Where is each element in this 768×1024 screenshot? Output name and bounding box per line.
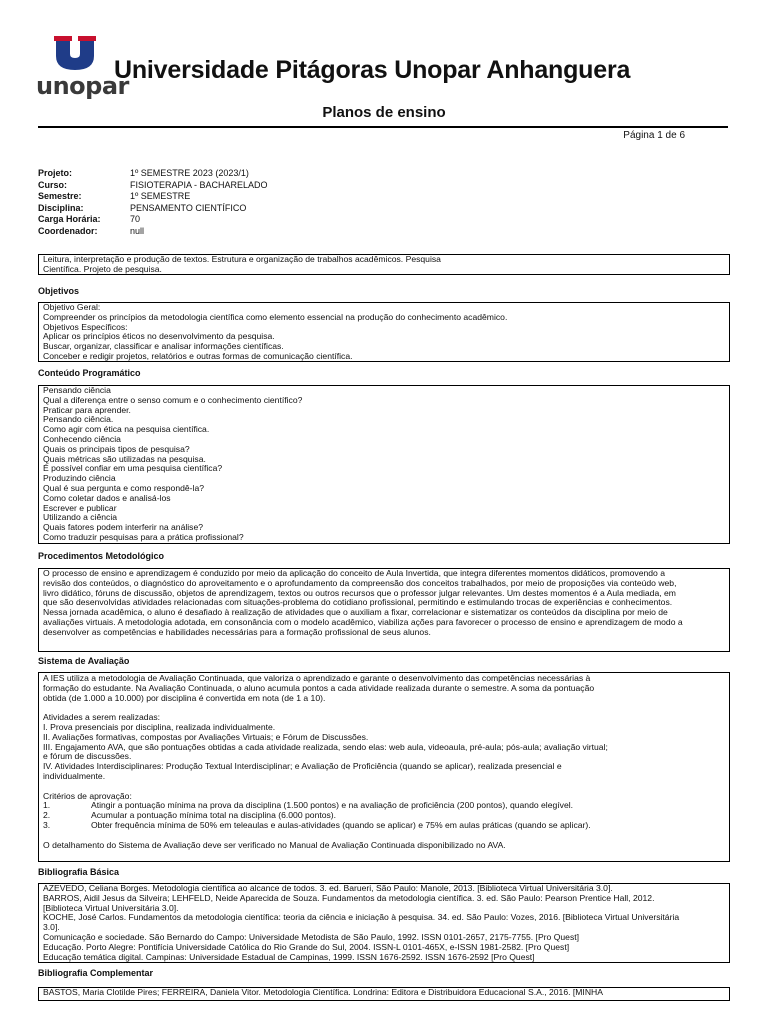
header-divider (38, 126, 728, 128)
text-line: Conhecendo ciência (43, 433, 121, 444)
text-line: e fórum de discussões. (43, 751, 132, 762)
text-line: Atividades a serem realizadas: (43, 712, 161, 723)
text-line: Como coletar dados e analisá-los (43, 492, 171, 503)
bibliografia-basica-box (38, 883, 730, 963)
meta-label: Curso: (38, 179, 67, 190)
text-line: Objetivo Geral: (43, 302, 101, 312)
logo-wordmark: unopar (36, 72, 129, 100)
avaliacao-box (38, 672, 730, 862)
text-line: Aplicar os princípios éticos no desenvolvimento da pesquisa. (43, 331, 275, 342)
text-line: Quais métricas são utilizadas na pesquisa. (43, 453, 206, 464)
section-title-objetivos: Objetivos (38, 286, 80, 296)
meta-row-semestre (38, 191, 268, 203)
page-indicator: Página 1 de 6 (623, 130, 685, 141)
criterio-text: Acumular a pontuação mínima total na disciplina (6.000 pontos). (91, 810, 337, 821)
meta-label: Semestre: (38, 191, 82, 201)
spacer (43, 782, 725, 792)
reference-line: Educação. Porto Alegre: Pontifícia Universidade Católica do Rio Grande do Sul, 2004. ISSN-L 0101-465X, e-ISSN 1981-2582. [Pro Quest] (43, 941, 570, 952)
meta-value: 1º SEMESTRE 2023 (2023/1) (130, 168, 249, 178)
text-line: desenvolver as competências e habilidades necessárias para a formação profissional de seus alunos. (43, 626, 431, 637)
meta-label: Coordenador: (38, 225, 98, 236)
section-title-avaliacao: Sistema de Avaliação (38, 656, 130, 666)
text-line: O detalhamento do Sistema de Avaliação deve ser verificado no Manual de Avaliação Continuada disponibilizado no AVA. (43, 839, 506, 850)
criterio-number: 1. (43, 800, 51, 811)
meta-row-carga-horaria (38, 214, 268, 226)
meta-row-projeto (38, 168, 268, 180)
meta-label: Disciplina: (38, 202, 84, 213)
unopar-logo (36, 36, 129, 100)
text-line: Pensando ciência (43, 385, 111, 395)
text-line: Científica. Projeto de pesquisa. (43, 263, 162, 274)
text-line: Compreender os princípios da metodologia científica como elemento essencial na produção do conhecimento acadêmico. (43, 311, 508, 322)
procedimentos-box (38, 568, 730, 652)
text-line: Critérios de aprovação: (43, 790, 132, 801)
section-title-conteudo: Conteúdo Programático (38, 368, 141, 378)
text-line: I. Prova presenciais por disciplina, realizada individualmente. (43, 721, 276, 732)
text-line: Produzindo ciência (43, 473, 116, 484)
meta-row-coordenador (38, 226, 268, 238)
objetivos-box (38, 302, 730, 362)
reference-line: KOCHE, José Carlos. Fundamentos da metodologia científica: teoria da ciência e iniciação à pesquisa. 34. ed. São Paulo: Vozes, 2016. [Biblioteca Virtual Universitária (43, 912, 680, 923)
text-line: É possível confiar em uma pesquisa científica? (43, 463, 223, 474)
criterio-number: 3. (43, 819, 51, 830)
text-line: avaliações virtuais. A metodologia adotada, em consonância com o modelo acadêmico, viabiliza ações para favorecer o processo de ensino e aprendizagem de modo a (43, 616, 683, 627)
document-title: Planos de ensino (322, 104, 446, 121)
reference-line: [Biblioteca Virtual Universitária 3.0]. (43, 902, 179, 913)
text-line: obtida (de 1.000 a 10.000) por disciplina é convertida em nota (de 1 a 10). (43, 692, 326, 703)
text-line: Nessa jornada acadêmica, o aluno é desafiado à realização de atividades que o auxiliam a fixar, correlacionar e sistematizar os conteúdos da disciplina por meio de (43, 607, 668, 618)
reference-line: AZEVEDO, Celiana Borges. Metodologia científica ao alcance de todos. 3. ed. Barueri, São Paulo: Manole, 2013. [Biblioteca Virtual Universitária 3.0]. (43, 883, 613, 893)
conteudo-box (38, 385, 730, 544)
meta-label: Carga Horária: (38, 214, 101, 224)
text-line: que são desenvolvidas atividades relacionadas com situações-problema do cotidiano profissional, permitindo e estimulando trocas de experiências e conhecimentos. (43, 597, 673, 608)
text-line: Qual é sua pergunta e como respondê-la? (43, 482, 204, 493)
criterio-number: 2. (43, 810, 51, 821)
criterio-text: Obter frequência mínima de 50% em teleaulas e aulas-atividades (quando se aplicar) e 75% em aulas práticas (quando se aplicar). (91, 819, 591, 830)
ementa-box (38, 254, 730, 275)
text-line: Quais os principais tipos de pesquisa? (43, 443, 190, 454)
reference-line: BARROS, Aidil Jesus da Silveira; LEHFELD, Neide Aparecida de Souza. Fundamentos da metodologia científica. 3. ed. São Paulo: Pearson Prentice Hall, 2012. (43, 892, 655, 903)
text-line: livro didático, fóruns de discussão, objetos de aprendizagem, textos ou outros recursos que o professor julgar relevantes. Um destes momentos é a Aula mediada, em (43, 587, 676, 598)
reference-line: 3.0]. (43, 922, 60, 933)
meta-value: null (130, 225, 145, 236)
text-line: Praticar para aprender. (43, 404, 131, 415)
university-name: Universidade Pitágoras Unopar Anhanguera (114, 56, 631, 84)
text-line: II. Avaliações formativas, compostas por Avaliações Virtuais; e Fórum de Discussões. (43, 731, 369, 742)
text-line: Como traduzir pesquisas para a prática profissional? (43, 531, 244, 542)
course-info (38, 168, 268, 237)
reference-line: Educação temática digital. Campinas: Universidade Estadual de Campinas, 1999. ISSN 1676-2592. ISSN 1676-2592 [Pro Quest] (43, 951, 535, 962)
meta-value: PENSAMENTO CIENTÍFICO (130, 202, 247, 213)
reference-line: BASTOS, Maria Clotilde Pires; FERREIRA, Daniela Vitor. Metodologia Científica. Londrina: Editora e Distribuidora Educacional S.A., 2016. [MINHA (43, 987, 603, 997)
text-line: Qual a diferença entre o senso comum e o conhecimento científico? (43, 394, 303, 405)
section-title-bibliografia-complementar: Bibliografia Complementar (38, 968, 154, 978)
text-line: Objetivos Específicos: (43, 321, 128, 332)
section-title-bibliografia-basica: Bibliografia Básica (38, 867, 120, 877)
text-line: III. Engajamento AVA, que são pontuações obtidas a cada atividade realizada, sendo elas: web aula, videoaula, pré-aula; pós-aula; avaliação virtual; (43, 741, 608, 752)
bibliografia-complementar-box (38, 987, 730, 1001)
text-line: O processo de ensino e aprendizagem é conduzido por meio da aplicação do conceito de Aula Invertida, que integra diferentes momentos didáticos, promovendo a (43, 568, 666, 578)
text-line: Conceber e redigir projetos, relatórios e outras formas de comunicação científica. (43, 350, 353, 361)
meta-value: 1º SEMESTRE (130, 191, 191, 201)
reference-line: Comunicação e sociedade. São Bernardo do Campo: Universidade Metodista de São Paulo, 1992. ISSN 0101-2657, 2175-7755. [Pro Quest] (43, 931, 580, 942)
text-line: Quais fatores podem interferir na análise? (43, 522, 204, 533)
text-line: Escrever e publicar (43, 502, 117, 513)
text-line: revisão dos conteúdos, o diagnóstico do aproveitamento e o aprofundamento da compreensão dos conceitos trabalhados, por meio de proposições via conteúdo web, (43, 577, 677, 588)
text-line: Buscar, organizar, classificar e analisar informações científicas. (43, 341, 284, 352)
text-line: Leitura, interpretação e produção de textos. Estrutura e organização de trabalhos acadêmicos. Pesquisa (43, 254, 441, 264)
meta-row-disciplina (38, 203, 268, 215)
meta-value: 70 (130, 214, 141, 224)
text-line: A IES utiliza a metodologia de Avaliação Continuada, que valoriza o aprendizado e garante o desenvolvimento das competências necessárias à (43, 673, 591, 683)
section-title-procedimentos: Procedimentos Metodológico (38, 551, 165, 561)
text-line: IV. Atividades Interdisciplinares: Produção Textual Interdisciplinar; e Avaliação de Proficiência (quando se aplicar), realizada presencial e (43, 761, 562, 772)
meta-label: Projeto: (38, 168, 73, 178)
criterio-text: Atingir a pontuação mínima na prova da disciplina (1.500 pontos) e na avaliação de proficiência (200 pontos), quando elegível. (91, 800, 574, 811)
meta-row-curso (38, 180, 268, 192)
unopar-u-icon (54, 36, 96, 70)
meta-value: FISIOTERAPIA - BACHARELADO (130, 179, 268, 190)
text-line: Utilizando a ciência (43, 512, 118, 523)
text-line: Como agir com ética na pesquisa científica. (43, 424, 210, 435)
text-line: formação do estudante. Na Avaliação Continuada, o aluno acumula pontos a cada atividade realizada durante o semestre. A soma da pontuação (43, 682, 595, 693)
text-line: Pensando ciência. (43, 414, 114, 425)
criterio-item (43, 821, 725, 831)
text-line: individualmente. (43, 770, 106, 781)
